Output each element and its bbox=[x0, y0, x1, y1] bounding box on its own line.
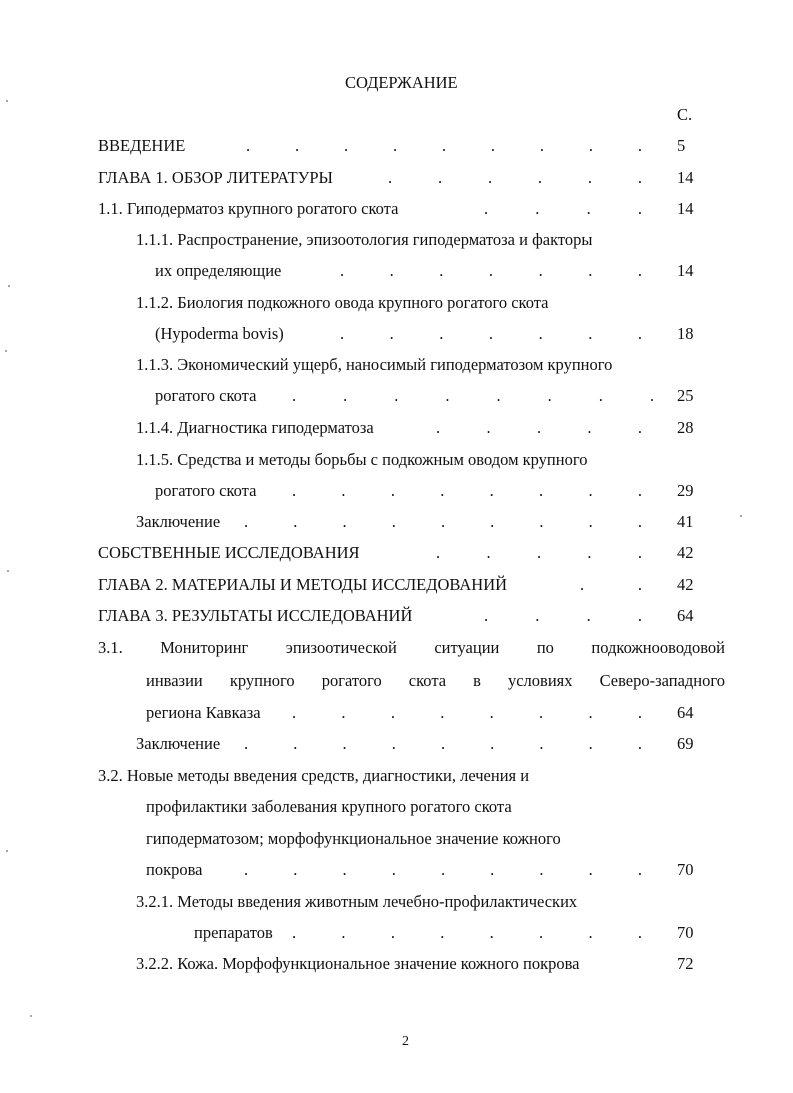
scan-speck bbox=[30, 1015, 32, 1017]
scan-speck bbox=[6, 850, 8, 852]
entry-page: 64 bbox=[677, 606, 694, 625]
entry-text-line2: рогатого скота bbox=[155, 386, 257, 405]
entry-page: 70 bbox=[677, 923, 694, 942]
entry-text: Заключение bbox=[136, 512, 221, 531]
dot-leader: . . . . . bbox=[436, 418, 642, 437]
entry-text-line2: инвазии крупного рогатого скота в условиях Северо-западного bbox=[146, 671, 725, 690]
entry-text: ВВЕДЕНИЕ bbox=[98, 136, 186, 155]
dot-leader: . . bbox=[580, 575, 642, 594]
entry-page: 25 bbox=[677, 386, 694, 405]
dot-leader: . . . . . . bbox=[388, 168, 642, 187]
dot-leader: . . . . . . . . bbox=[292, 923, 642, 942]
entry-page: 42 bbox=[677, 543, 694, 562]
entry-text: 1.1.4. Диагностика гиподерматоза bbox=[136, 418, 374, 437]
entry-page: 64 bbox=[677, 703, 694, 722]
entry-text: ГЛАВА 2. МАТЕРИАЛЫ И МЕТОДЫ ИССЛЕДОВАНИЙ bbox=[98, 575, 508, 594]
entry-page: 42 bbox=[677, 575, 694, 594]
dot-leader: . . . . bbox=[484, 606, 642, 625]
entry-page: 14 bbox=[677, 168, 694, 187]
entry-text: СОБСТВЕННЫЕ ИССЛЕДОВАНИЯ bbox=[98, 543, 360, 562]
entry-text-line3: гиподерматозом; морфофункциональное значение кожного bbox=[146, 829, 561, 848]
entry-text-line2: профилактики заболевания крупного рогатого скота bbox=[146, 797, 512, 816]
entry-text: 1.1. Гиподерматоз крупного рогатого скота bbox=[98, 199, 399, 218]
entry-text-line1: 1.1.5. Средства и методы борьбы с подкожным оводом крупного bbox=[136, 450, 588, 469]
entry-text-line2: (Hypoderma bovis) bbox=[155, 324, 284, 343]
dot-leader: . . . . . . . . bbox=[292, 481, 642, 500]
entry-text-line2: их определяющие bbox=[155, 261, 282, 280]
entry-text-line1: 3.1. Мониторинг эпизоотической ситуации по подкожнооводовой bbox=[98, 638, 725, 657]
scan-speck bbox=[8, 285, 10, 287]
entry-page: 70 bbox=[677, 860, 694, 879]
entry-page: 28 bbox=[677, 418, 694, 437]
entry-text-line1: 1.1.2. Биология подкожного овода крупного рогатого скота bbox=[136, 293, 549, 312]
entry-text: ГЛАВА 3. РЕЗУЛЬТАТЫ ИССЛЕДОВАНИЙ bbox=[98, 606, 413, 625]
page-number: 2 bbox=[402, 1034, 409, 1049]
entry-text-line1: 3.2.1. Методы введения животным лечебно-профилактических bbox=[136, 892, 578, 911]
entry-text: ГЛАВА 1. ОБЗОР ЛИТЕРАТУРЫ bbox=[98, 168, 333, 187]
entry-page: 18 bbox=[677, 324, 694, 343]
entry-page: 69 bbox=[677, 734, 694, 753]
entry-text: 3.2.2. Кожа. Морфофункциональное значение кожного покрова bbox=[136, 954, 580, 973]
dot-leader: . . . . . . . . . bbox=[244, 860, 642, 879]
dot-leader: . . . . . . . . . bbox=[244, 512, 642, 531]
toc-title: СОДЕРЖАНИЕ bbox=[345, 73, 458, 92]
entry-text-line2: препаратов bbox=[194, 923, 273, 942]
entry-text-line2: рогатого скота bbox=[155, 481, 257, 500]
dot-leader: . . . . . . . . . bbox=[244, 734, 642, 753]
dot-leader: . . . . . . . . bbox=[292, 703, 642, 722]
dot-leader: . . . . . . . bbox=[340, 324, 642, 343]
dot-leader: . . . . . . . bbox=[340, 261, 642, 280]
scan-speck bbox=[6, 100, 8, 102]
entry-page: 5 bbox=[677, 136, 686, 155]
dot-leader: . . . . . . . . . bbox=[246, 136, 642, 155]
entry-text-line3: региона Кавказа bbox=[146, 703, 261, 722]
dot-leader: . . . . . . . . bbox=[292, 386, 654, 405]
scan-speck bbox=[5, 350, 7, 352]
entry-text-line4: покрова bbox=[146, 860, 203, 879]
entry-page: 41 bbox=[677, 512, 694, 531]
page-column-label: С. bbox=[677, 105, 693, 124]
entry-text: Заключение bbox=[136, 734, 221, 753]
scan-speck bbox=[740, 515, 742, 517]
entry-page: 72 bbox=[677, 954, 694, 973]
entry-text-line1: 3.2. Новые методы введения средств, диагностики, лечения и bbox=[98, 766, 530, 785]
dot-leader: . . . . bbox=[484, 199, 642, 218]
entry-text-line1: 1.1.1. Распространение, эпизоотология гиподерматоза и факторы bbox=[136, 230, 593, 249]
entry-page: 29 bbox=[677, 481, 694, 500]
dot-leader: . . . . . bbox=[436, 543, 642, 562]
entry-text-line1: 1.1.3. Экономический ущерб, наносимый гиподерматозом крупного bbox=[136, 355, 613, 374]
scan-speck bbox=[7, 570, 9, 572]
entry-page: 14 bbox=[677, 199, 694, 218]
entry-page: 14 bbox=[677, 261, 694, 280]
